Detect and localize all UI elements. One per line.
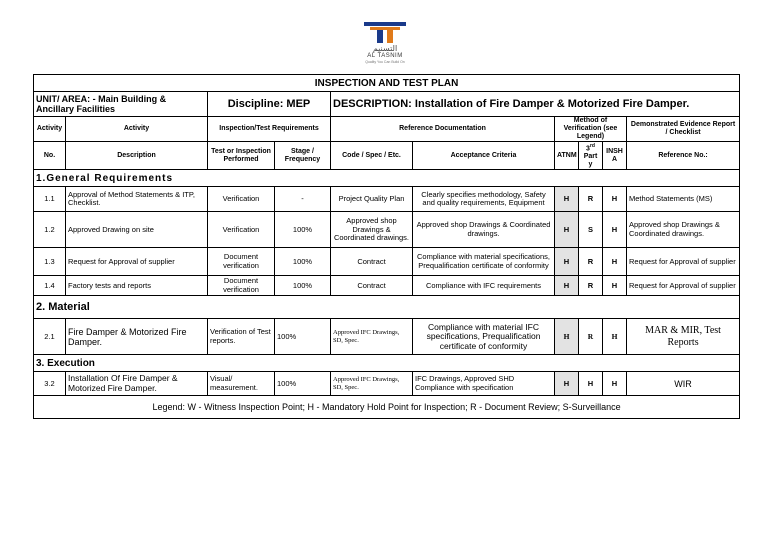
document-title: INSPECTION AND TEST PLAN bbox=[34, 75, 740, 92]
legend: Legend: W - Witness Inspection Point; H - Mandatory Hold Point for Inspection; R - Document Review; S-Surveillance bbox=[34, 396, 740, 419]
logo-mark-icon bbox=[362, 20, 408, 44]
header-inspection-requirements: Inspection/Test Requirements bbox=[208, 117, 331, 142]
row-description: Approval of Method Statements & ITP, Checklist. bbox=[66, 187, 208, 212]
header-activity-no: Activity bbox=[34, 117, 66, 142]
row-code: Contract bbox=[331, 248, 413, 276]
header-atnm: ATNM bbox=[555, 142, 579, 170]
row-insha: H bbox=[603, 276, 627, 296]
row-insha: H bbox=[603, 212, 627, 248]
row-criteria: IFC Drawings, Approved SHD Compliance with specification bbox=[413, 372, 555, 396]
header-code-spec: Code / Spec / Etc. bbox=[331, 142, 413, 170]
row-reference: MAR & MIR, Test Reports bbox=[627, 319, 740, 355]
row-code: Approved IFC Drawings, SD, Spec. bbox=[331, 319, 413, 355]
row-insha: H bbox=[603, 187, 627, 212]
row-description: Fire Damper & Motorized Fire Damper. bbox=[66, 319, 208, 355]
header-demonstrated-evidence: Demonstrated Evidence Report / Checklist bbox=[627, 117, 740, 142]
header-acceptance-criteria: Acceptance Criteria bbox=[413, 142, 555, 170]
table-row bbox=[34, 212, 740, 248]
row-stage: 100% bbox=[275, 276, 331, 296]
discipline: Discipline: MEP bbox=[208, 92, 331, 117]
header-reference-no: Reference No.: bbox=[627, 142, 740, 170]
row-third-party: R bbox=[579, 248, 603, 276]
table-row bbox=[34, 187, 740, 212]
row-criteria: Clearly specifies methodology, Safety and quality requirements, Equipment bbox=[413, 187, 555, 212]
table-row bbox=[34, 276, 740, 296]
row-description: Approved Drawing on site bbox=[66, 212, 208, 248]
row-atnm: H bbox=[555, 372, 579, 396]
section-title: 3. Execution bbox=[34, 355, 740, 372]
row-code: Approved shop Drawings & Coordinated drawings. bbox=[331, 212, 413, 248]
row-third-party: S bbox=[579, 212, 603, 248]
logo-tagline: Quality You Can Build On bbox=[365, 60, 405, 64]
row-number: 1.3 bbox=[34, 248, 66, 276]
row-criteria: Compliance with material IFC specifications, Prequalification certificate of conformity bbox=[413, 319, 555, 355]
row-third-party: H bbox=[579, 372, 603, 396]
row-stage: 100% bbox=[275, 212, 331, 248]
header-activity-description: Description bbox=[66, 142, 208, 170]
row-criteria: Approved shop Drawings & Coordinated drawings. bbox=[413, 212, 555, 248]
row-insha: H bbox=[603, 319, 627, 355]
row-third-party: R bbox=[579, 319, 603, 355]
row-number: 3.2 bbox=[34, 372, 66, 396]
row-test: Document verification bbox=[208, 248, 275, 276]
row-test: Visual/ measurement. bbox=[208, 372, 275, 396]
header-stage-frequency: Stage / Frequency bbox=[275, 142, 331, 170]
row-reference: Method Statements (MS) bbox=[627, 187, 740, 212]
row-number: 1.4 bbox=[34, 276, 66, 296]
logo-english-text: AL TASNIM bbox=[367, 53, 403, 59]
row-atnm: H bbox=[555, 212, 579, 248]
row-code: Project Quality Plan bbox=[331, 187, 413, 212]
row-description: Request for Approval of supplier bbox=[66, 248, 208, 276]
row-number: 2.1 bbox=[34, 319, 66, 355]
row-reference: Request for Approval of supplier bbox=[627, 276, 740, 296]
row-atnm: H bbox=[555, 276, 579, 296]
table-row bbox=[34, 248, 740, 276]
header-third-party: 3rd Part y bbox=[579, 142, 603, 170]
header-activity: Activity bbox=[66, 117, 208, 142]
row-third-party: R bbox=[579, 187, 603, 212]
table-row bbox=[34, 319, 740, 355]
row-description: Factory tests and reports bbox=[66, 276, 208, 296]
company-logo bbox=[350, 20, 420, 72]
row-reference: Request for Approval of supplier bbox=[627, 248, 740, 276]
description: DESCRIPTION: Installation of Fire Damper & Motorized Fire Damper. bbox=[331, 92, 740, 117]
row-code: Contract bbox=[331, 276, 413, 296]
header-activity-no-2: No. bbox=[34, 142, 66, 170]
row-number: 1.2 bbox=[34, 212, 66, 248]
row-atnm: H bbox=[555, 248, 579, 276]
row-test: Verification bbox=[208, 187, 275, 212]
row-atnm: H bbox=[555, 319, 579, 355]
section-title: 2. Material bbox=[34, 296, 740, 319]
header-test-performed: Test or Inspection Performed bbox=[208, 142, 275, 170]
header-insha: INSH A bbox=[603, 142, 627, 170]
row-test: Verification bbox=[208, 212, 275, 248]
row-test: Verification of Test reports. bbox=[208, 319, 275, 355]
row-insha: H bbox=[603, 372, 627, 396]
row-third-party: R bbox=[579, 276, 603, 296]
row-stage: 100% bbox=[275, 248, 331, 276]
row-criteria: Compliance with IFC requirements bbox=[413, 276, 555, 296]
table-row bbox=[34, 372, 740, 396]
row-reference: WIR bbox=[627, 372, 740, 396]
header-reference-documentation: Reference Documentation bbox=[331, 117, 555, 142]
row-test: Document verification bbox=[208, 276, 275, 296]
unit-area: UNIT/ AREA: - Main Building & Ancillary Facilities bbox=[34, 92, 208, 117]
inspection-test-plan-table bbox=[33, 74, 740, 419]
row-criteria: Compliance with material specifications, Prequalification certificate of conformity bbox=[413, 248, 555, 276]
row-description: Installation Of Fire Damper & Motorized Fire Damper. bbox=[66, 372, 208, 396]
section-title: 1.General Requirements bbox=[34, 170, 740, 187]
row-stage: 100% bbox=[275, 372, 331, 396]
row-reference: Approved shop Drawings & Coordinated drawings. bbox=[627, 212, 740, 248]
row-stage: 100% bbox=[275, 319, 331, 355]
header-method-of-verification: Method of Verification (see Legend) bbox=[555, 117, 627, 142]
row-number: 1.1 bbox=[34, 187, 66, 212]
row-code: Approved IFC Drawings, SD, Spec. bbox=[331, 372, 413, 396]
row-stage: - bbox=[275, 187, 331, 212]
row-insha: H bbox=[603, 248, 627, 276]
row-atnm: H bbox=[555, 187, 579, 212]
logo-arabic-text: التسنيم bbox=[372, 44, 398, 53]
